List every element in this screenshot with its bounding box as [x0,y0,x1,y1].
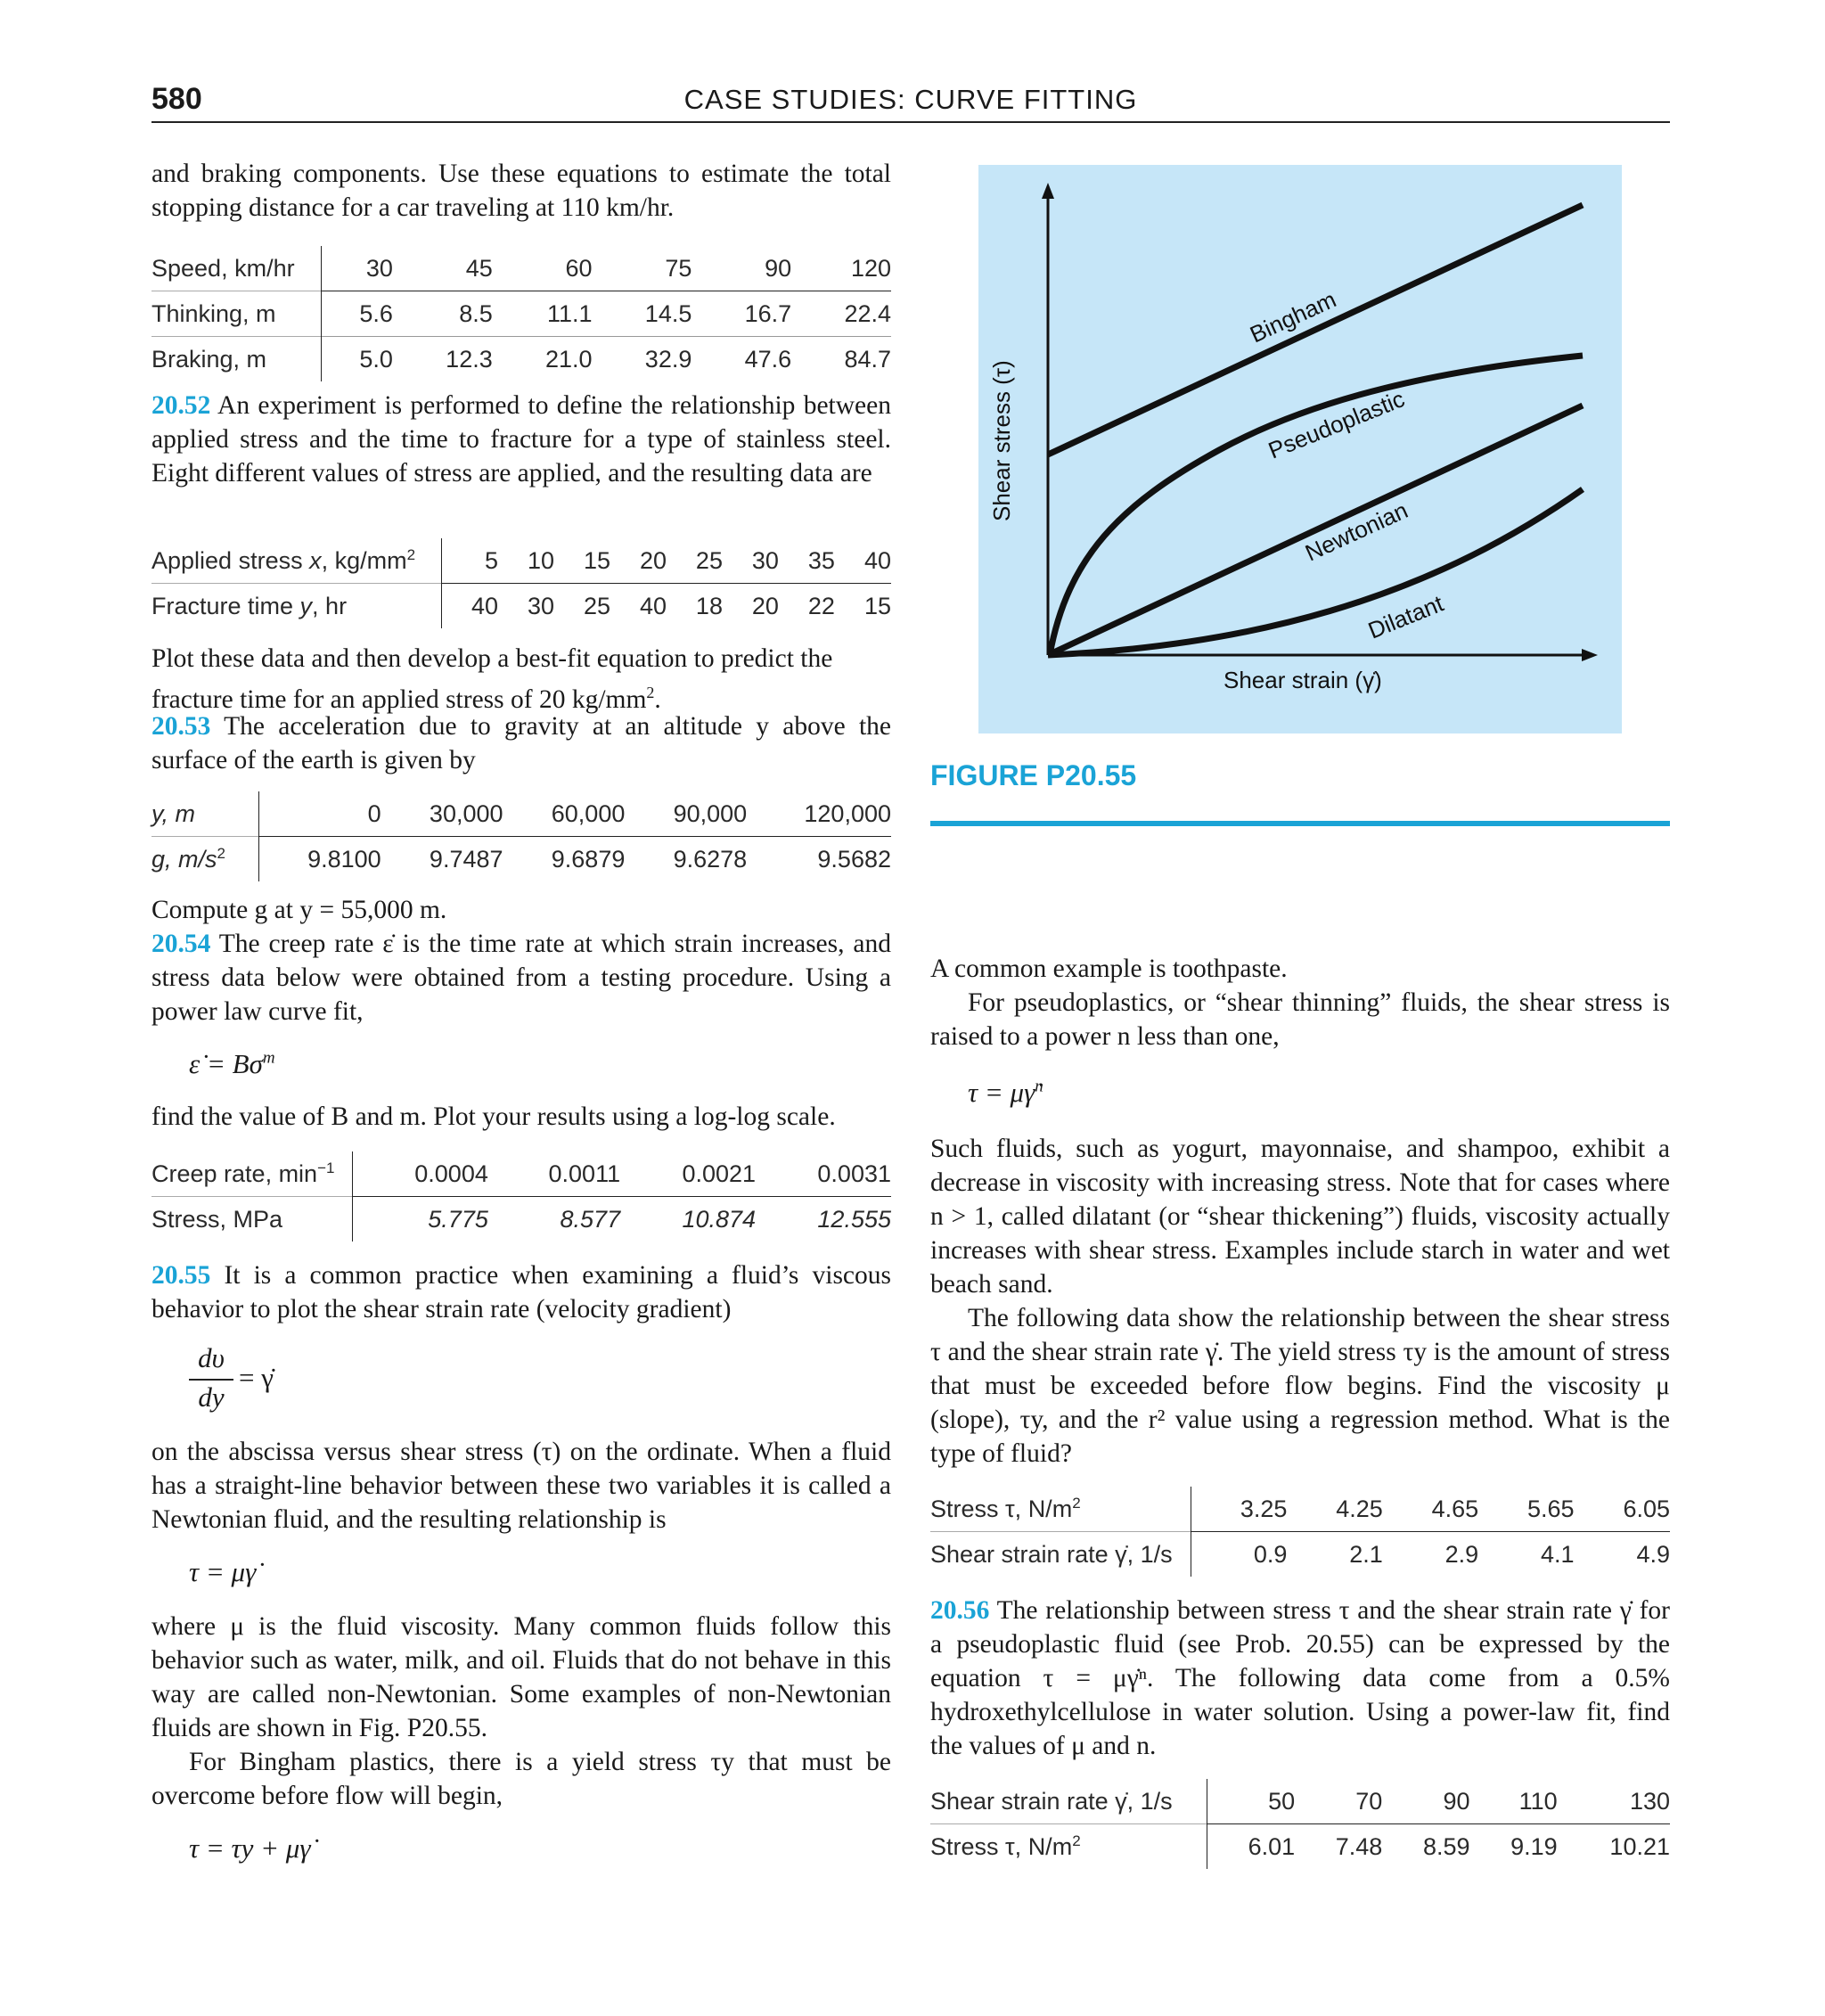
table-label: Speed, km/hr [151,246,321,291]
problem-20-53: 20.53 The acceleration due to gravity at an altitude y above the surface of the earth is given by [151,712,891,774]
equation-creep: ε̇ = $B\sigma^m$ [189,1048,275,1079]
table-label: Shear strain rate γ̇, 1/s [930,1779,1207,1824]
table-label: Braking, m [151,337,321,382]
label-pseudoplastic: Pseudoplastic [1264,385,1409,464]
page-header [151,82,1670,123]
x-axis-arrow-icon [1582,649,1598,661]
equation-bingham: τ = τy + μγ̇ [189,1832,311,1864]
problem-20-52: 20.52 An experiment is performed to define the relationship between applied stress and the time to fracture for a type of stainless steel. Eight different values of stress are applied, and the resulting data are [151,391,891,488]
figure-shear-plot [978,165,1622,733]
figure-caption: FIGURE P20.55 [930,759,1137,791]
label-dilatant: Dilatant [1364,589,1447,644]
table-pseudoplastic-data: Shear strain rate γ̇, 1/s 50 70 90 110 130 Stress τ, $N/m^2$ 6.01 7.48 8.59 9.19 10.21 [930,1779,1670,1869]
equation-velocity-gradient: dυ dy = γ̇ [189,1342,305,1422]
table-label: Stress τ, $N/m^2$ [930,1824,1207,1870]
table-label: y, m [151,791,258,837]
table-label: Stress, MPa [151,1197,352,1242]
following-data-paragraph: The following data show the relationship between the shear stress τ and the shear strain rate γ̇. The yield stress τy is the amount of stress that must be exceeded before flow begins. Find the viscosity μ (slope), τy, and the r² value using a regression method. What is the type of fluid? [930,1304,1670,1468]
table-label: Creep rate, $\min^{-1}$ [151,1151,352,1197]
table-gravity: y, m 0 30,000 60,000 90,000 120,000 g, $m/s^2$ 9.8100 9.7487 9.6879 9.6278 9.5682 [151,791,891,881]
problem-number: 20.52 [151,391,211,420]
table-label: Thinking, m [151,291,321,337]
equation-newtonian: τ = μγ̇ [189,1556,257,1587]
curve-bingham [1048,205,1583,455]
compute-line: Compute g at y = 55,000 m. [151,896,447,924]
table-label: Shear strain rate γ̇, 1/s [930,1532,1191,1578]
find-line: find the value of B and m. Plot your results using a log-log scale. [151,1102,836,1131]
problem-number: 20.56 [930,1596,990,1625]
table-creep: Creep rate, $\min^{-1}$ 0.0004 0.0011 0.0021 0.0031 Stress, MPa 5.775 8.577 10.874 12.555 [151,1151,891,1242]
table-bingham-data: Stress τ, $N/m^2$ 3.25 4.25 4.65 5.65 6.05 Shear strain rate γ̇, 1/s 0.9 2.1 2.9 4.1 4.9 [930,1487,1670,1577]
table-fracture-time: Applied stress x, $kg/mm^2$ 5 10 15 20 25 30 35 40 Fracture time y, hr 40 30 25 40 18 20 22 15 [151,538,891,628]
viscosity-paragraph: where μ is the fluid viscosity. Many common fluids follow this behavior such as water, milk, and oil. Fluids that do not behave in this way are called non-Newtonian. Some examples of non-Newtonian fluids are shown in Fig. P20.55. [151,1612,891,1742]
y-axis-arrow-icon [1042,183,1054,199]
plot-instruction: Plot these data and then develop a best-fit equation to predict the fracture time for an applied stress of 20 $kg/mm^2$. [151,644,833,714]
table-label: g, $m/s^2$ [151,837,258,882]
figure-rule [930,821,1670,826]
problem-number: 20.55 [151,1261,211,1290]
curve-pseudoplastic [1050,356,1583,655]
table-label: Fracture time y, hr [151,584,441,629]
table-stopping-distance: Speed, km/hr 30 45 60 75 90 120 Thinking, m 5.6 8.5 11.1 14.5 16.7 22.4 Braking, m 5.0 12.3 21.0 32.9 47.6 84.7 [151,246,891,381]
table-label: Stress τ, $N/m^2$ [930,1487,1191,1532]
equation-pseudoplastic: τ = μγ̇$^n$ [968,1077,1043,1108]
label-bingham: Bingham [1246,285,1340,348]
rheology-chart [978,165,1622,733]
bingham-paragraph: For Bingham plastics, there is a yield stress τy that must be overcome before flow will begin, [151,1748,891,1810]
such-fluids-paragraph: Such fluids, such as yogurt, mayonnaise, and shampoo, exhibit a decrease in viscosity with increasing stress. Note that for cases where n > 1, called dilatant (or “shear thickening”) fluids, viscosity actually increases with shear stress. Examples include starch in water and wet beach sand. [930,1135,1670,1299]
page-number: 580 [151,82,202,116]
problem-number: 20.53 [151,712,211,741]
problem-20-54: 20.54 The creep rate ε̇ is the time rate at which strain increases, and stress data below were obtained from a testing procedure. Using a power law curve fit, [151,930,891,1026]
intro-paragraph: and braking components. Use these equations to estimate the total stopping distance for a car traveling at 110 km/hr. [151,160,891,222]
label-newtonian: Newtonian [1301,496,1412,567]
toothpaste-line: A common example is toothpaste. [930,955,1288,983]
abscissa-paragraph: on the abscissa versus shear stress (τ) on the ordinate. When a fluid has a straight-line behavior between these two variables it is called a Newtonian fluid, and the resulting relationship is [151,1438,891,1534]
running-head: CASE STUDIES: CURVE FITTING [683,84,1138,115]
pseudoplastic-paragraph: For pseudoplastics, or “shear thinning” fluids, the shear stress is raised to a power n less than one, [930,988,1670,1051]
problem-20-56: 20.56 The relationship between stress τ and the shear strain rate γ̇ for a pseudoplastic fluid (see Prob. 20.55) can be expressed by the equation τ = μγ̇ⁿ. The following data come from a 0.5% hydroxethylcellulose in water solution. Using a power-law fit, find the values of μ and n. [930,1596,1670,1760]
x-axis-label: Shear strain (γ̇) [1223,667,1382,693]
y-axis-label: Shear stress (τ) [988,360,1015,521]
problem-20-55: 20.55 It is a common practice when examining a fluid’s viscous behavior to plot the shear strain rate (velocity gradient) [151,1261,891,1324]
problem-number: 20.54 [151,930,211,958]
table-label: Applied stress x, $kg/mm^2$ [151,538,441,584]
